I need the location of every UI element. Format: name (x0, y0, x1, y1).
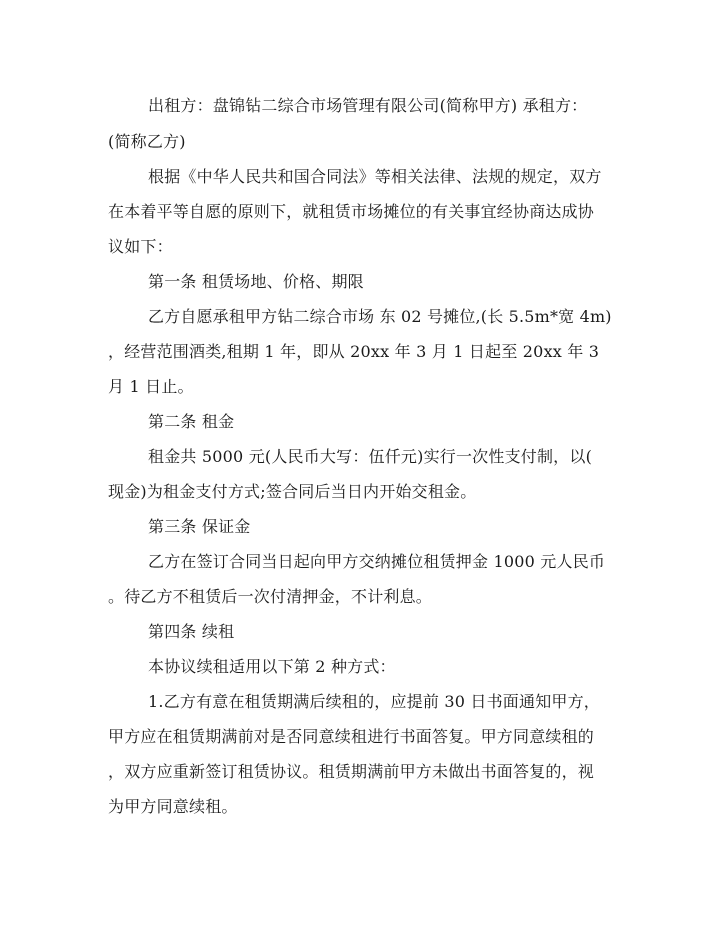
article-3-line-2: 。待乙方不租赁后一次付清押金，不计利息。 (108, 587, 433, 606)
preamble-line-1: 根据《中华人民共和国合同法》等相关法律、法规的规定，双方 (148, 167, 602, 186)
article-1-line-2: ，经营范围酒类,租期 1 年，即从 20xx 年 3 月 1 日起至 20xx 年 3 (108, 342, 600, 361)
article-1-line-3: 月 1 日止。 (108, 377, 194, 396)
article-4-intro: 本协议续租适用以下第 2 种方式： (148, 657, 396, 676)
article-1-line-1: 乙方自愿承租甲方钻二综合市场 东 02 号摊位,(长 5.5m*宽 4m) (148, 307, 612, 326)
article-2-line-1: 租金共 5000 元(人民币大写：伍仟元)实行一次性支付制，以( (148, 447, 593, 466)
lessor-line: 出租方：盘锦钻二综合市场管理有限公司(简称甲方) 承租方： (148, 96, 588, 115)
lessee-line: (简称乙方) (108, 132, 186, 151)
article-3-heading: 第三条 保证金 (148, 517, 251, 536)
preamble-line-2: 在本着平等自愿的原则下，就租赁市场摊位的有关事宜经协商达成协 (108, 202, 595, 221)
preamble-line-3: 议如下： (108, 237, 173, 256)
article-3-line-1: 乙方在签订合同当日起向甲方交纳摊位租赁押金 1000 元人民币 (148, 552, 606, 571)
article-4-heading: 第四条 续租 (148, 622, 235, 641)
article-2-heading: 第二条 租金 (148, 412, 235, 431)
article-4-item-1-line-2: 甲方应在租赁期满前对是否同意续租进行书面答复。甲方同意续租的 (108, 727, 595, 746)
article-1-heading: 第一条 租赁场地、价格、期限 (148, 272, 364, 291)
article-4-item-1-line-3: ，双方应重新签订租赁协议。租赁期满前甲方未做出书面答复的，视 (108, 762, 595, 781)
article-4-item-1-line-1: 1.乙方有意在租赁期满后续租的，应提前 30 日书面通知甲方， (148, 692, 600, 711)
article-4-item-1-line-4: 为甲方同意续租。 (108, 797, 238, 816)
article-2-line-2: 现金)为租金支付方式;签合同后当日内开始交租金。 (108, 482, 477, 501)
